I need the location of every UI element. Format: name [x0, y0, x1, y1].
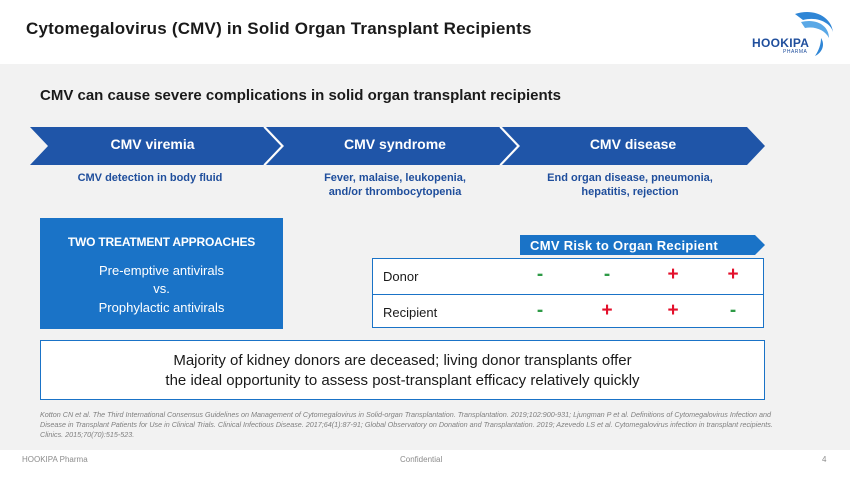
treatment-approaches-box: [40, 218, 283, 329]
key-message-line2: the ideal opportunity to assess post-transplant efficacy relatively quickly: [165, 372, 640, 389]
stage-desc-viremia: [50, 171, 250, 185]
risk-row-label: Recipient: [383, 305, 438, 320]
stage-desc-viremia-line1: CMV detection in body fluid: [77, 172, 223, 184]
stage-desc-syndrome-line1: Fever, malaise, leukopenia,: [324, 172, 466, 184]
slide-subtitle: CMV can cause severe complications in solid organ transplant recipients: [40, 87, 561, 104]
references: Kotton CN et al. The Third International Consensus Guidelines on Management of Cytomegalovirus in Solid-organ Transplantation. Transplantation. 2019;102:900-931; Ljungman P et al. Definitions of Cytomegalovirus Infection and Disease in Transplant Patients for Use in Clinical Trials. Clinical Infectious Disease. 2017;64(1):87-91; Global Observatory on Donation and Transplantation. 2019; Azevedo LS et al. Cytomegalovirus infection in transplant recipients. Clinics. 2015;70(70):515-523.: [40, 410, 773, 439]
footer-company: HOOKIPA Pharma: [22, 455, 88, 464]
risk-table: [372, 258, 764, 328]
logo-name: HOOKIPA: [752, 36, 810, 50]
approaches-title: TWO TREATMENT APPROACHES: [67, 235, 256, 249]
slide-title: Cytomegalovirus (CMV) in Solid Organ Transplant Recipients: [26, 19, 532, 38]
risk-row-donor: [373, 259, 763, 293]
risk-row-recipient: [373, 294, 763, 329]
stage-desc-disease: [525, 171, 735, 199]
risk-sign: +: [601, 300, 613, 321]
risk-banner-label: CMV Risk to Organ Recipient: [530, 238, 718, 253]
stage-desc-syndrome-line2: and/or thrombocytopenia: [328, 186, 462, 198]
risk-sign: +: [667, 300, 679, 321]
stage-label-disease: CMV disease: [589, 136, 677, 152]
risk-sign: +: [667, 264, 679, 285]
risk-sign: +: [727, 264, 739, 285]
risk-sign: -: [536, 300, 544, 321]
footer-confidential: Confidential: [400, 455, 443, 464]
page-number: 4: [822, 455, 827, 464]
key-message-box: [40, 340, 765, 400]
risk-sign: -: [729, 300, 737, 321]
risk-sign: -: [536, 264, 544, 285]
risk-sign: -: [603, 264, 611, 285]
logo-subtitle: PHARMA: [783, 49, 808, 55]
stage-desc-syndrome: [295, 171, 495, 199]
approach-vs: vs.: [153, 281, 170, 296]
key-message-line1: Majority of kidney donors are deceased; living donor transplants offer: [173, 352, 632, 369]
stage-desc-disease-line1: End organ disease, pneumonia,: [547, 172, 713, 184]
approach-preemptive: Pre-emptive antivirals: [99, 263, 224, 278]
slide-header: [0, 0, 850, 64]
risk-row-label: Donor: [383, 269, 419, 284]
stage-label-syndrome: CMV syndrome: [344, 136, 446, 152]
stage-label-viremia: CMV viremia: [110, 136, 195, 152]
approach-prophylactic: Prophylactic antivirals: [98, 300, 225, 315]
stage-desc-disease-line2: hepatitis, rejection: [581, 186, 679, 198]
